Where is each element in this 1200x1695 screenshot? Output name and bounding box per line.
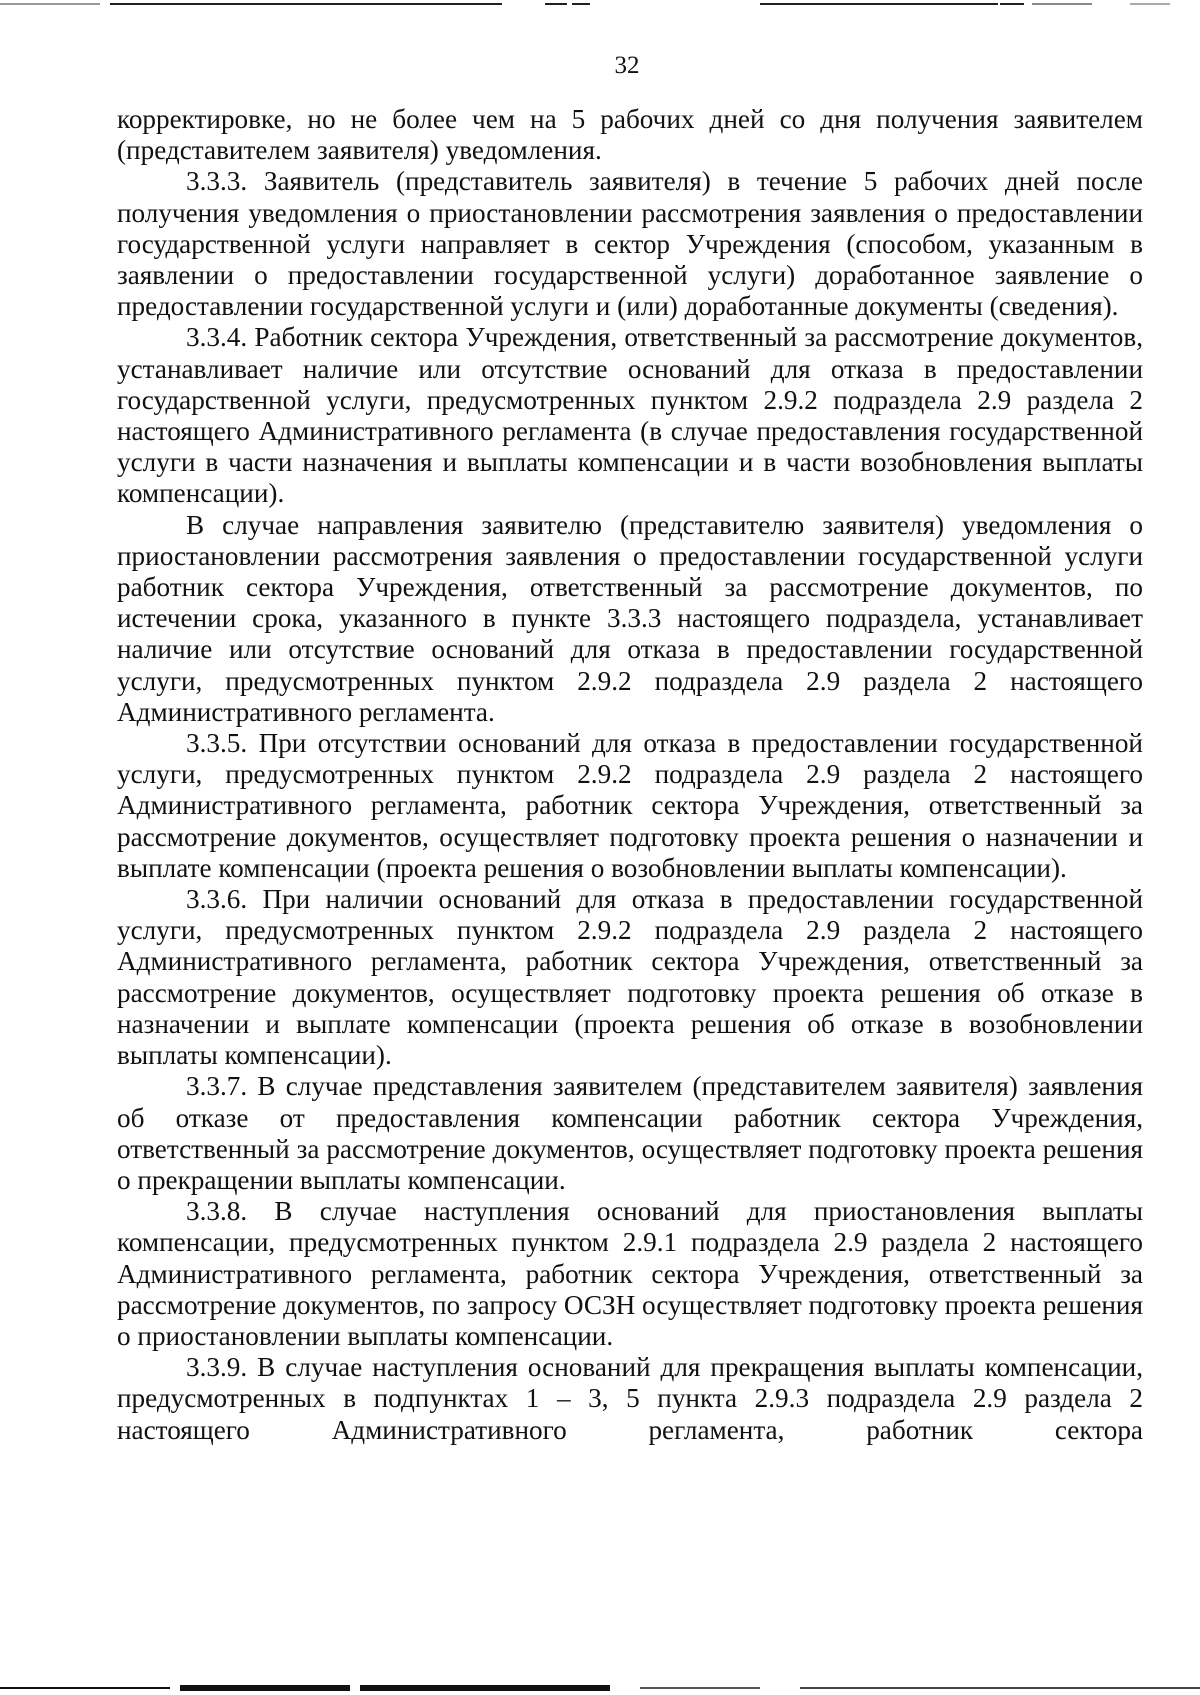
paragraph-3-3-5: 3.3.5. При отсутствии оснований для отказа в предоставлении государственной услуги, предусмотренных пунктом 2.9.2 подраздела 2.9 раздела 2 настоящего Административного регламента, работник сектора Учреждения, ответственный за рассмотрение документов, осуществляет подготовку проекта решения о назначении и выплате компенсации (проекта решения о возобновлении выплаты компенсации).	[117, 728, 1143, 883]
page-number: 32	[614, 52, 640, 79]
paragraph: В случае направления заявителю (представителю заявителя) уведомления о приостановлении рассмотрения заявления о предоставлении государственной услуги работник сектора Учреждения, ответственный за рассмотрение документов, по истечении срока, указанного в пункте 3.3.3 настоящего подраздела, устанавливает наличие или отсутствие оснований для отказа в предоставлении государственной услуги, предусмотренных пунктом 2.9.2 подраздела 2.9 раздела 2 настоящего Административного регламента.	[117, 509, 1143, 727]
scan-top-edge	[0, 0, 1200, 10]
document-body	[117, 104, 1143, 1446]
paragraph: корректировке, но не более чем на 5 рабочих дней со дня получения заявителем (представителем заявителя) уведомления.	[117, 104, 1143, 166]
paragraph-3-3-3: 3.3.3. Заявитель (представитель заявителя) в течение 5 рабочих дней после получения уведомления о приостановлении рассмотрения заявления о предоставлении государственной услуги направляет в сектор Учреждения (способом, указанным в заявлении о предоставлении государственной услуги) доработанное заявление о предоставлении государственной услуги и (или) доработанные документы (сведения).	[117, 166, 1143, 322]
paragraph-3-3-4: 3.3.4. Работник сектора Учреждения, ответственный за рассмотрение документов, устанавливает наличие или отсутствие оснований для отказа в предоставлении государственной услуги, предусмотренных пунктом 2.9.2 подраздела 2.9 раздела 2 настоящего Административного регламента (в случае предоставления государственной услуги в части назначения и выплаты компенсации и в части возобновления выплаты компенсации).	[117, 322, 1143, 509]
scan-bottom-edge	[0, 1677, 1200, 1695]
paragraph-3-3-9: 3.3.9. В случае наступления оснований для прекращения выплаты компенсации, предусмотренных в подпунктах 1 – 3, 5 пункта 2.9.3 подраздела 2.9 раздела 2 настоящего Административного регламента, работник сектора	[117, 1352, 1143, 1445]
paragraph-3-3-6: 3.3.6. При наличии оснований для отказа в предоставлении государственной услуги, предусмотренных пунктом 2.9.2 подраздела 2.9 раздела 2 настоящего Административного регламента, работник сектора Учреждения, ответственный за рассмотрение документов, осуществляет подготовку проекта решения об отказе в назначении и выплате компенсации (проекта решения об отказе в возобновлении выплаты компенсации).	[117, 884, 1143, 1071]
paragraph-3-3-8: 3.3.8. В случае наступления оснований для приостановления выплаты компенсации, предусмотренных пунктом 2.9.1 подраздела 2.9 раздела 2 настоящего Административного регламента, работник сектора Учреждения, ответственный за рассмотрение документов, по запросу ОСЗН осуществляет подготовку проекта решения о приостановлении выплаты компенсации.	[117, 1196, 1143, 1351]
paragraph-3-3-7: 3.3.7. В случае представления заявителем (представителем заявителя) заявления об отказе от предоставления компенсации работник сектора Учреждения, ответственный за рассмотрение документов, осуществляет подготовку проекта решения о прекращении выплаты компенсации.	[117, 1071, 1143, 1195]
